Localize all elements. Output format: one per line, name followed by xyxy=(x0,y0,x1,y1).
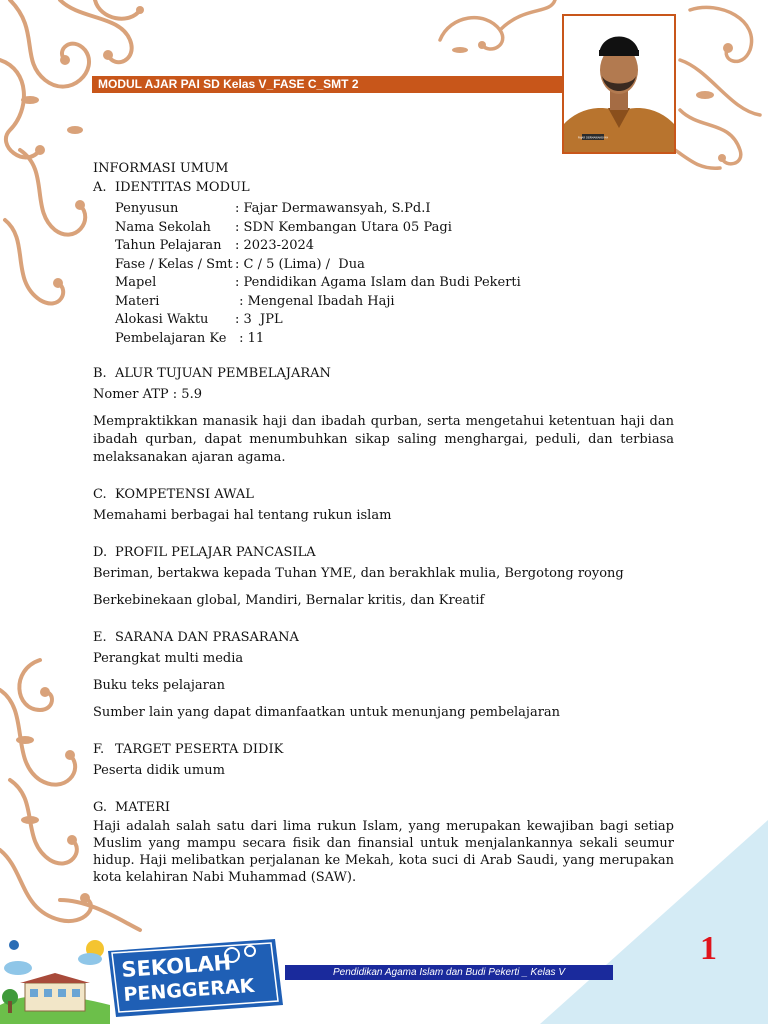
identity-value: : Fajar Dermawansyah, S.Pd.I xyxy=(235,201,431,216)
section-c-heading xyxy=(93,486,674,504)
section-title: PROFIL PELAJAR PANCASILA xyxy=(115,545,316,560)
section-g-heading xyxy=(93,799,674,817)
section-letter: A. xyxy=(93,180,107,195)
footer-bar xyxy=(285,965,613,980)
identity-row xyxy=(93,274,674,293)
identity-row xyxy=(93,293,674,312)
atp-number: Nomer ATP : 5.9 xyxy=(93,387,202,402)
identity-key: Fase / Kelas / Smt xyxy=(115,256,233,272)
logo-text-line2: PENGGERAK xyxy=(122,974,256,1006)
profile-line: Beriman, bertakwa kepada Tuhan YME, dan berakhlak mulia, Bergotong royong xyxy=(93,566,624,581)
identity-key: Pembelajaran Ke xyxy=(115,330,227,346)
section-a-heading xyxy=(93,179,674,197)
identity-value: : 3 JPL xyxy=(235,312,283,327)
sekolah-penggerak-logo xyxy=(0,935,290,1024)
facility-line: Perangkat multi media xyxy=(93,651,244,666)
identity-key: Tahun Pelajaran xyxy=(115,238,222,253)
section-letter: C. xyxy=(93,487,107,502)
identity-table xyxy=(93,200,674,348)
document-body xyxy=(93,160,674,886)
identity-value: : Mengenal Ibadah Haji xyxy=(235,293,395,309)
logo-illustration xyxy=(0,935,290,1024)
identity-row xyxy=(93,330,674,349)
identity-key: Materi xyxy=(115,293,160,309)
name-tag: FAJAR DERMAWANSYAH xyxy=(577,136,609,140)
author-photo xyxy=(562,14,676,154)
section-letter: B. xyxy=(93,366,107,381)
target-students: Peserta didik umum xyxy=(93,763,225,778)
section-title: TARGET PESERTA DIDIK xyxy=(115,742,284,757)
facility-line: Buku teks pelajaran xyxy=(93,678,225,693)
document-title: MODUL AJAR PAI SD Kelas V_FASE C_SMT 2 xyxy=(98,77,359,91)
section-letter: G. xyxy=(93,800,108,815)
section-letter: F. xyxy=(93,742,105,757)
section-letter: D. xyxy=(93,545,108,560)
section-title: ALUR TUJUAN PEMBELAJARAN xyxy=(115,366,331,381)
section-b-heading xyxy=(93,365,674,383)
identity-key: Penyusun xyxy=(115,201,179,216)
section-d-heading xyxy=(93,544,674,562)
section-title: KOMPETENSI AWAL xyxy=(115,487,254,502)
identity-row xyxy=(93,219,674,238)
identity-row xyxy=(93,200,674,219)
initial-competence: Memahami berbagai hal tentang rukun islam xyxy=(93,508,392,523)
page-number: 1 xyxy=(700,930,717,967)
info-heading: INFORMASI UMUM xyxy=(93,161,229,176)
identity-value: : 2023-2024 xyxy=(235,238,315,253)
material-text: Haji adalah salah satu dari lima rukun Islam, yang merupakan kewajiban bagi setiap Muslim yang mampu secara fisik dan finansial untuk menjalankannya sekali seumur hidup. Haji melibatkan perjalanan ke Mekah, kota suci di Arab Saudi, yang merupakan kota kelahiran Nabi Muhammad (SAW). xyxy=(93,819,674,885)
identity-row xyxy=(93,311,674,330)
logo-text-line1: SEKOLAH xyxy=(120,950,232,982)
identity-value: : 11 xyxy=(235,330,265,346)
identity-key: Alokasi Waktu xyxy=(115,312,209,327)
section-title: SARANA DAN PRASARANA xyxy=(115,630,299,645)
identity-key: Mapel xyxy=(115,275,157,290)
facility-line: Sumber lain yang dapat dimanfaatkan untuk menunjang pembelajaran xyxy=(93,705,561,720)
footer-text: Pendidikan Agama Islam dan Budi Pekerti _ Kelas V xyxy=(333,967,565,978)
identity-row xyxy=(93,237,674,256)
section-title: IDENTITAS MODUL xyxy=(115,180,250,195)
identity-key: Nama Sekolah xyxy=(115,219,211,235)
profile-line: Berkebinekaan global, Mandiri, Bernalar kritis, dan Kreatif xyxy=(93,593,485,608)
section-letter: E. xyxy=(93,630,107,645)
identity-value: : C / 5 (Lima) / Dua xyxy=(235,256,365,272)
header-bar xyxy=(92,76,562,93)
section-title: MATERI xyxy=(115,800,171,815)
section-e-heading xyxy=(93,629,674,647)
identity-value: : SDN Kembangan Utara 05 Pagi xyxy=(235,219,452,235)
section-f-heading xyxy=(93,741,674,759)
atp-description: Mempraktikkan manasik haji dan ibadah qurban, serta mengetahui ketentuan haji dan ibadah qurban, dapat menumbuhkan sikap saling menghargai, peduli, dan terbiasa melaksanakan ajaran agama. xyxy=(93,414,674,465)
identity-value: : Pendidikan Agama Islam dan Budi Pekerti xyxy=(235,275,521,290)
identity-row xyxy=(93,256,674,275)
